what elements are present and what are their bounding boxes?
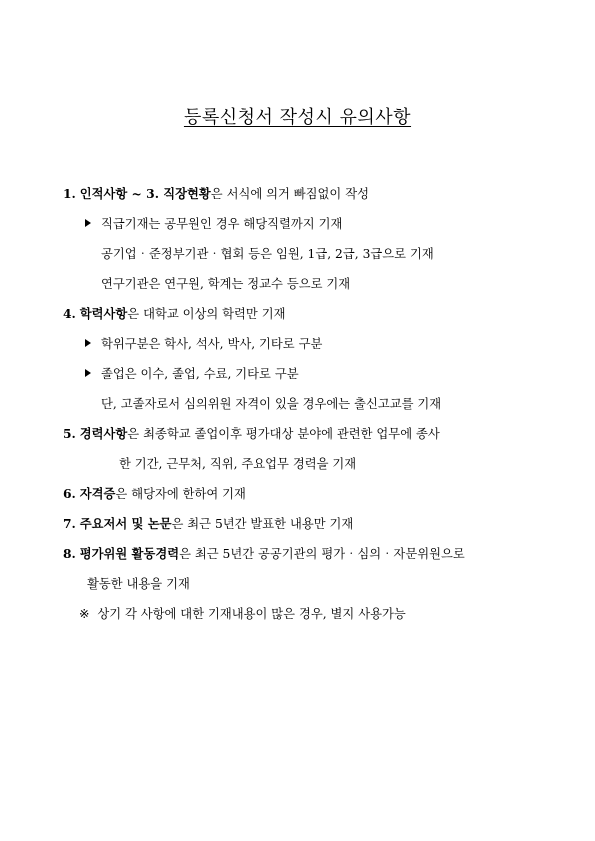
item-4-heading: 학력사항 <box>79 307 128 321</box>
item-7-heading: 주요저서 및 논문 <box>79 517 172 531</box>
item-4-sub-2 <box>85 366 299 382</box>
item-8-heading: 평가위원 활동경력 <box>79 547 180 561</box>
item-1 <box>63 186 369 202</box>
triangle-bullet-icon <box>85 219 91 227</box>
item-8 <box>63 546 465 562</box>
item-7-number: 7. <box>63 516 76 531</box>
page-title-text: 등록신청서 작성시 유의사항 <box>183 107 412 128</box>
item-1-sub-1 <box>85 216 342 232</box>
item-1-heading-workplace: 직장현황 <box>163 187 211 201</box>
item-6-heading: 자격증 <box>79 487 116 501</box>
item-1-range: ~ 3. <box>127 186 164 201</box>
triangle-bullet-icon <box>85 369 91 377</box>
note <box>79 606 406 622</box>
item-5-text: 은 최종학교 졸업이후 평가대상 분야에 관련한 업무에 종사 <box>127 427 440 441</box>
item-1-sub-3-text: 연구기관은 연구원, 학계는 정교수 등으로 기재 <box>101 277 351 291</box>
item-7 <box>63 516 353 532</box>
item-5-number: 5. <box>63 426 76 441</box>
item-4-sub-2-text: 졸업은 이수, 졸업, 수료, 기타로 구분 <box>101 367 299 381</box>
item-5-continuation <box>119 456 356 472</box>
item-4 <box>63 306 285 322</box>
item-4-text: 은 대학교 이상의 학력만 기재 <box>127 307 286 321</box>
item-5-heading: 경력사항 <box>79 427 128 441</box>
page-title <box>0 103 595 129</box>
item-6-number: 6. <box>63 486 76 501</box>
item-5 <box>63 426 440 442</box>
item-8-continuation <box>87 576 190 592</box>
item-1-sub-1-text: 직급기재는 공무원인 경우 해당직렬까지 기재 <box>101 217 343 231</box>
item-1-sub-2 <box>101 246 434 262</box>
item-5-continuation-text: 한 기간, 근무처, 직위, 주요업무 경력을 기재 <box>119 457 357 471</box>
reference-mark-icon: ※ <box>79 607 90 621</box>
item-4-number: 4. <box>63 306 76 321</box>
note-text: 상기 각 사항에 대한 기재내용이 많은 경우, 별지 사용가능 <box>97 607 406 621</box>
item-6-text: 은 해당자에 한하여 기재 <box>115 487 246 501</box>
item-4-sub-3-text: 단, 고졸자로서 심의위원 자격이 있을 경우에는 출신고교를 기재 <box>101 397 442 411</box>
item-1-sub-2-text: 공기업‧준정부기관‧협회 등은 임원, 1급, 2급, 3급으로 기재 <box>101 247 434 261</box>
item-1-text: 은 서식에 의거 빠짐없이 작성 <box>210 187 369 201</box>
item-1-heading-personal: 인적사항 <box>79 187 128 201</box>
item-1-sub-3 <box>101 276 350 292</box>
item-1-number: 1. <box>63 186 76 201</box>
item-4-sub-1-text: 학위구분은 학사, 석사, 박사, 기타로 구분 <box>101 337 323 351</box>
item-4-sub-3 <box>101 396 441 412</box>
item-7-text: 은 최근 5년간 발표한 내용만 기재 <box>171 517 354 531</box>
item-8-continuation-text: 활동한 내용을 기재 <box>87 577 190 591</box>
item-8-number: 8. <box>63 546 76 561</box>
item-4-sub-1 <box>85 336 322 352</box>
triangle-bullet-icon <box>85 339 91 347</box>
item-8-text: 은 최근 5년간 공공기관의 평가‧심의‧자문위원으로 <box>179 547 465 561</box>
item-6 <box>63 486 246 502</box>
